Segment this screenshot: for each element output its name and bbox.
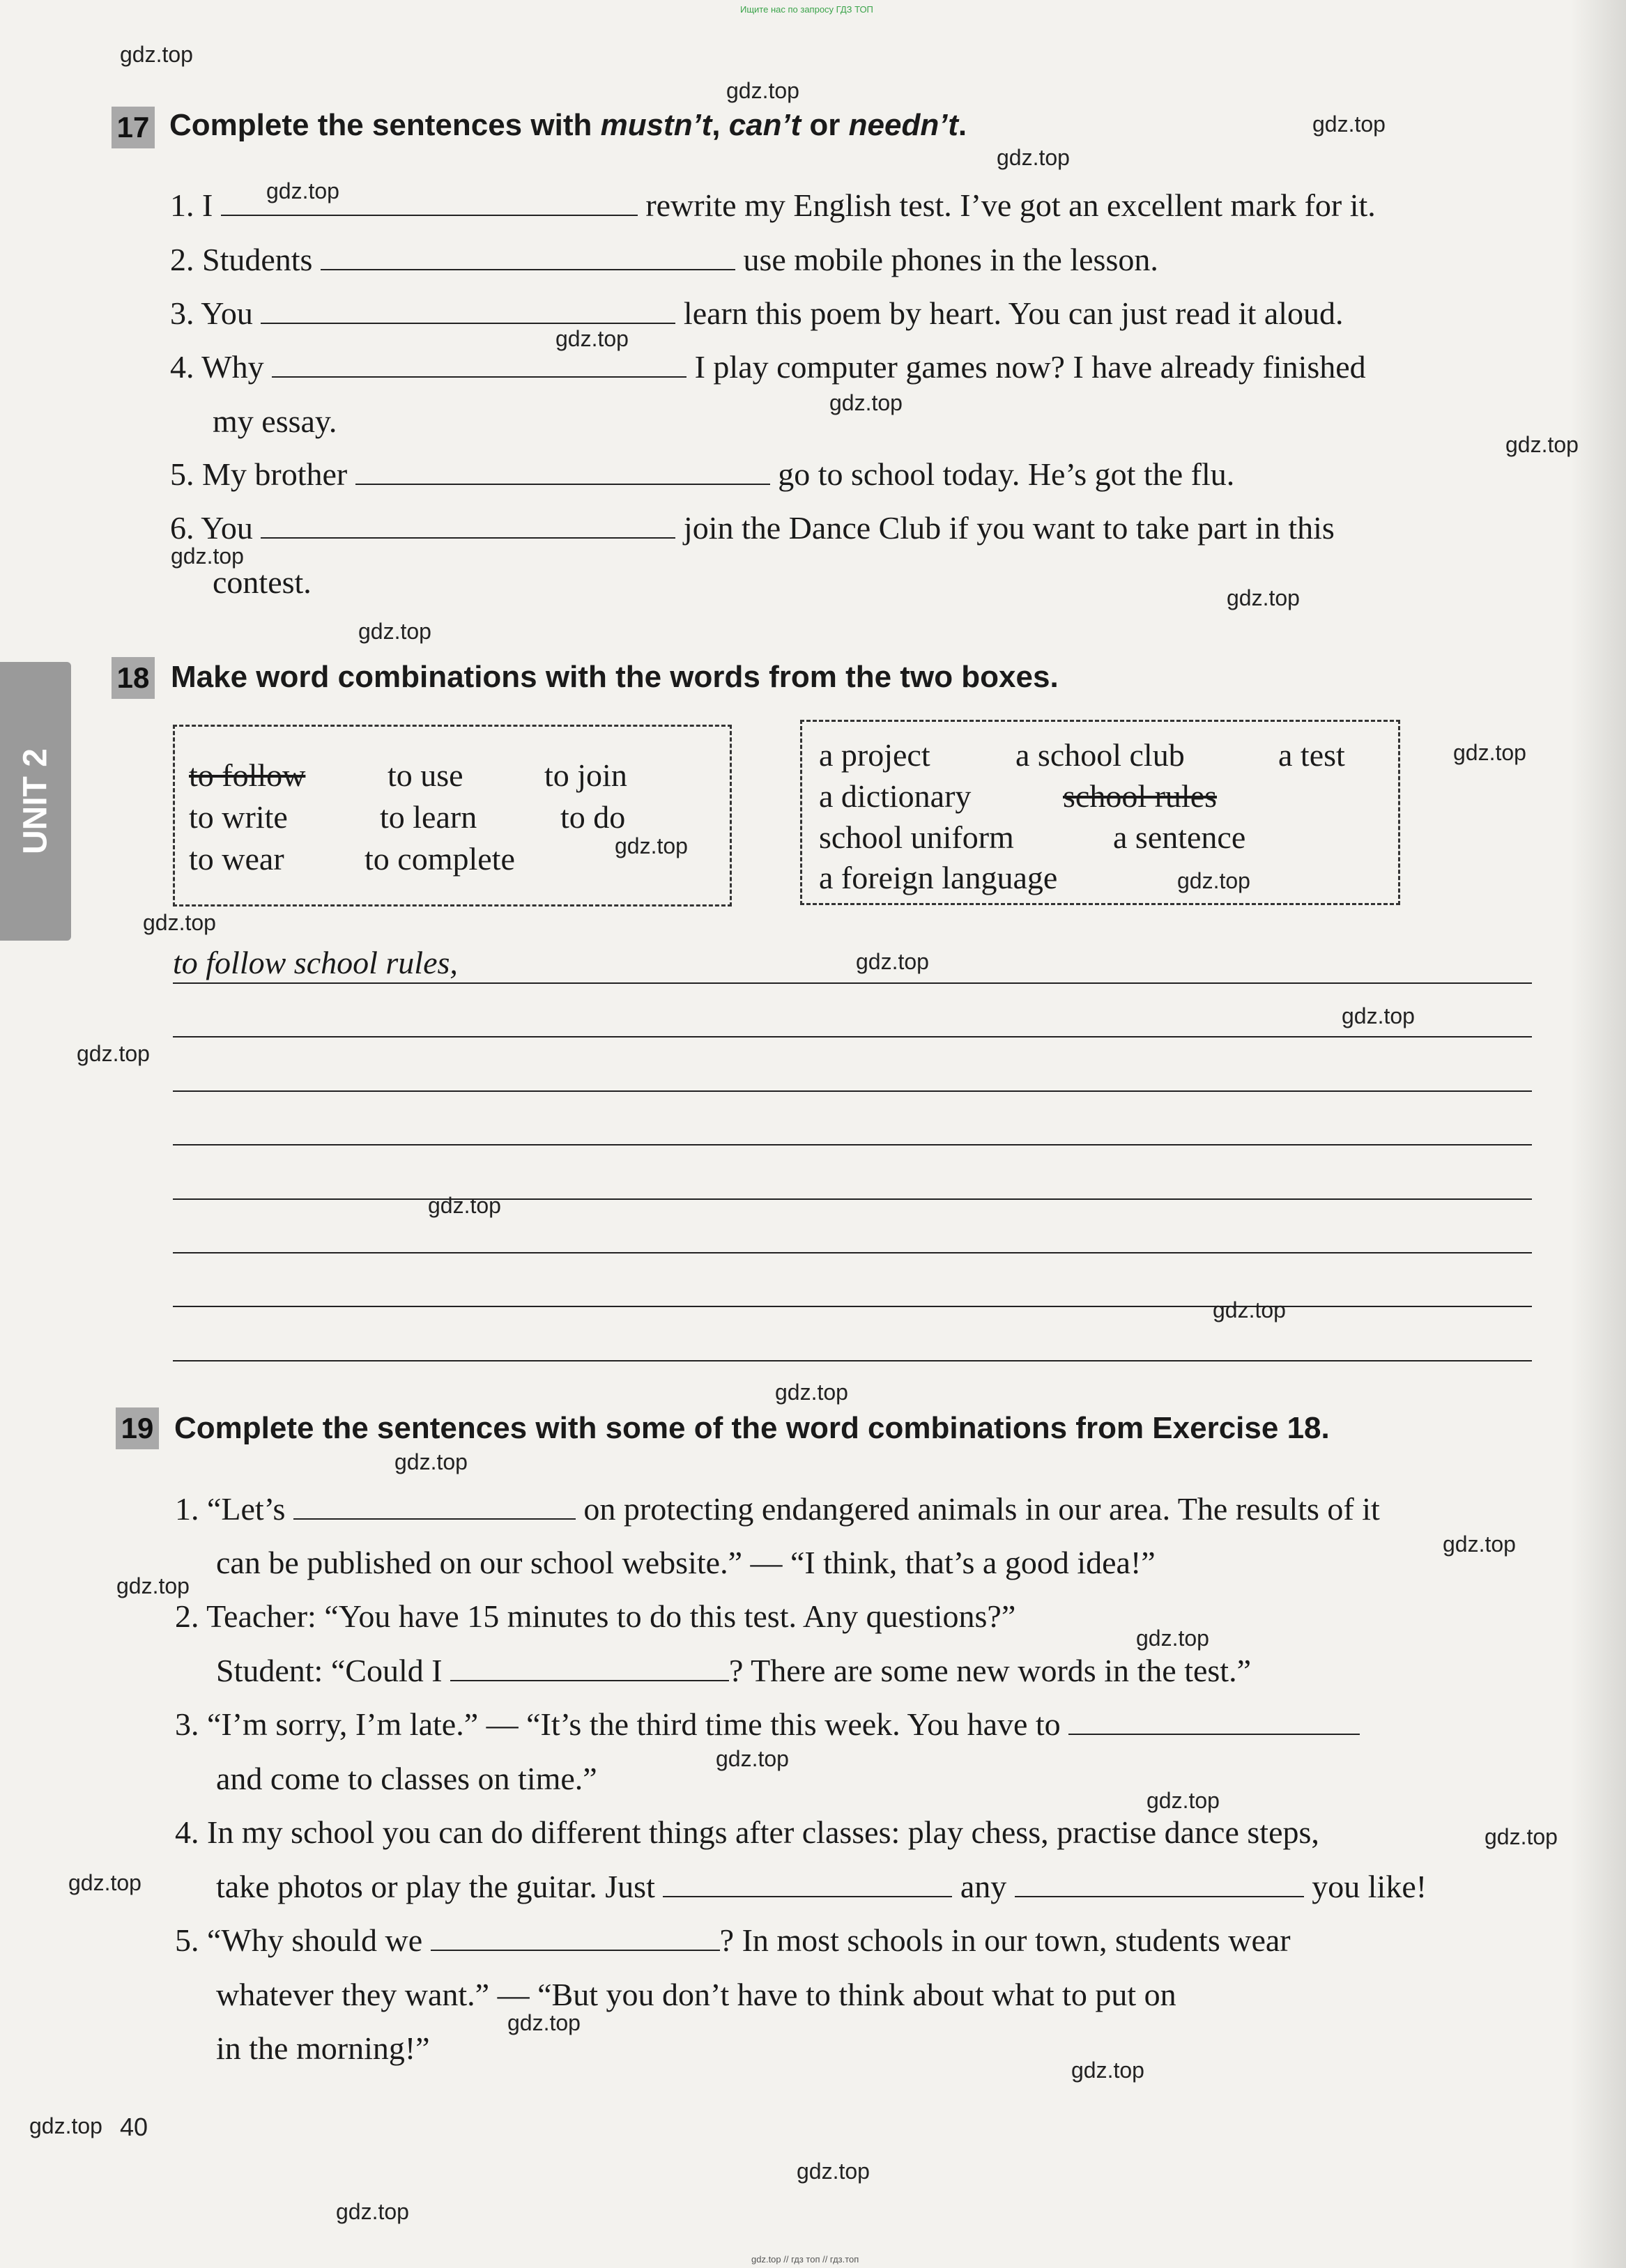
- word-box-verbs: [173, 725, 732, 907]
- watermark: gdz.top: [77, 1041, 150, 1066]
- answer-blank[interactable]: [1015, 1871, 1304, 1897]
- exercise-18-number: 18: [112, 657, 155, 699]
- ex17-item-4-cont: my essay.: [213, 403, 337, 439]
- box2-word: a foreign language: [819, 860, 1058, 895]
- box2-word: school rules: [1063, 778, 1218, 814]
- writing-line[interactable]: [173, 1036, 1532, 1037]
- ex19-item-4: 4. In my school you can do different things after classes: play chess, practise dance steps,: [175, 1814, 1319, 1850]
- ex19-item-1-cont: can be published on our school website.” — “I think, that’s a good idea!”: [216, 1545, 1156, 1580]
- page-number: 40: [120, 2113, 148, 2141]
- watermark: gdz.top: [116, 1573, 190, 1598]
- box1-word: to use: [388, 757, 463, 793]
- answer-blank[interactable]: [431, 1924, 720, 1951]
- watermark: gdz.top: [266, 178, 339, 203]
- answer-blank[interactable]: [1068, 1708, 1360, 1735]
- exercise-18-title: Make word combinations with the words from the two boxes.: [171, 660, 1059, 694]
- ex17-item-6-cont: contest.: [213, 564, 312, 600]
- writing-line[interactable]: [173, 1252, 1532, 1253]
- watermark: gdz.top: [68, 1870, 141, 1895]
- ex17-item-4: 4. Why I play computer games now? I have already finished: [170, 349, 1366, 385]
- watermark: gdz.top: [1213, 1297, 1286, 1322]
- answer-blank[interactable]: [663, 1871, 952, 1897]
- watermark: gdz.top: [829, 390, 903, 415]
- exercise-17-number: 17: [112, 107, 155, 148]
- ex19-item-2: 2. Teacher: “You have 15 minutes to do this test. Any questions?”: [175, 1598, 1016, 1634]
- watermark: gdz.top: [507, 2010, 581, 2035]
- watermark: gdz.top: [1485, 1824, 1558, 1849]
- answer-blank[interactable]: [293, 1493, 576, 1520]
- answer-blank[interactable]: [221, 190, 638, 216]
- word-box-nouns: [800, 720, 1400, 905]
- answer-blank[interactable]: [355, 458, 770, 485]
- watermark: gdz.top: [775, 1380, 848, 1405]
- page-edge-shadow: [1570, 0, 1626, 2268]
- box2-word: a dictionary: [819, 778, 972, 814]
- watermark: gdz.top: [1227, 585, 1300, 610]
- ex17-item-1: 1. I rewrite my English test. I’ve got an excellent mark for it.: [170, 187, 1376, 223]
- box1-word: to complete: [365, 841, 515, 877]
- box1-word: to write: [189, 799, 288, 835]
- ex19-item-5: 5. “Why should we ? In most schools in our town, students wear: [175, 1922, 1291, 1958]
- watermark: gdz.top: [615, 833, 688, 858]
- watermark: gdz.top: [428, 1193, 501, 1218]
- watermark: gdz.top: [1177, 868, 1250, 893]
- box1-word: to join: [544, 757, 627, 793]
- answer-blank[interactable]: [261, 512, 675, 539]
- box2-word: a test: [1278, 737, 1345, 773]
- watermark: gdz.top: [997, 145, 1070, 170]
- watermark: gdz.top: [336, 2199, 409, 2224]
- box2-word: school uniform: [819, 819, 1014, 855]
- writing-line[interactable]: [173, 1144, 1532, 1145]
- ex19-item-3-cont: and come to classes on time.”: [216, 1761, 597, 1796]
- writing-line[interactable]: [173, 1090, 1532, 1092]
- box1-word: to learn: [380, 799, 477, 835]
- box1-word: to follow: [189, 757, 306, 793]
- exercise-19-number: 19: [116, 1407, 159, 1449]
- watermark: gdz.top: [143, 910, 216, 935]
- watermark: gdz.top: [1312, 111, 1386, 137]
- ex17-item-3: 3. You learn this poem by heart. You can just read it aloud.: [170, 295, 1344, 331]
- watermark: gdz.top: [120, 42, 193, 67]
- ex19-item-4-cont: take photos or play the guitar. Just any you like!: [216, 1869, 1427, 1904]
- ex19-item-2-cont: Student: “Could I ? There are some new words in the test.”: [216, 1653, 1251, 1688]
- header-note: Ищите нас по запросу ГДЗ ТОП: [740, 4, 873, 15]
- watermark: gdz.top: [1505, 432, 1579, 457]
- watermark: gdz.top: [1146, 1788, 1220, 1813]
- exercise-19-title: Complete the sentences with some of the word combinations from Exercise 18.: [174, 1411, 1330, 1445]
- answer-blank[interactable]: [261, 298, 675, 324]
- ex19-item-1: 1. “Let’s on protecting endangered animals in our area. The results of it: [175, 1491, 1380, 1527]
- watermark: gdz.top: [171, 543, 244, 569]
- answer-blank[interactable]: [272, 351, 687, 378]
- box1-word: to do: [560, 799, 626, 835]
- watermark: gdz.top: [394, 1449, 468, 1474]
- watermark: gdz.top: [797, 2159, 870, 2184]
- ex19-item-5-cont: whatever they want.” — “But you don’t have to think about what to put on: [216, 1977, 1176, 2012]
- ex19-item-3: 3. “I’m sorry, I’m late.” — “It’s the third time this week. You have to: [175, 1708, 1360, 1741]
- box1-word: to wear: [189, 841, 284, 877]
- ex19-item-5-cont: in the morning!”: [216, 2030, 430, 2066]
- watermark: gdz.top: [1071, 2058, 1144, 2083]
- answer-blank[interactable]: [321, 244, 735, 270]
- watermark: gdz.top: [358, 619, 431, 644]
- ex18-example-answer: to follow school rules,: [173, 945, 458, 980]
- watermark: gdz.top: [1453, 740, 1526, 765]
- watermark: gdz.top: [716, 1746, 789, 1771]
- watermark: gdz.top: [29, 2113, 102, 2138]
- writing-line[interactable]: [173, 1198, 1532, 1200]
- box2-word: a school club: [1015, 737, 1185, 773]
- ex17-item-5: 5. My brother go to school today. He’s got the flu.: [170, 456, 1235, 492]
- unit-tab-label: UNIT 2: [17, 748, 54, 855]
- box2-word: a sentence: [1113, 819, 1246, 855]
- answer-blank[interactable]: [450, 1655, 729, 1681]
- watermark: gdz.top: [1443, 1532, 1516, 1557]
- writing-line[interactable]: [173, 1360, 1532, 1361]
- ex17-item-6: 6. You join the Dance Club if you want to take part in this: [170, 510, 1335, 546]
- watermark: gdz.top: [555, 326, 629, 351]
- writing-line[interactable]: [173, 982, 1532, 984]
- watermark: gdz.top: [726, 78, 799, 103]
- watermark: gdz.top: [1342, 1003, 1415, 1028]
- writing-line[interactable]: [173, 1306, 1532, 1307]
- exercise-17-title: Complete the sentences with mustn’t, can’t or needn’t.: [169, 108, 967, 142]
- watermark: gdz.top: [1136, 1626, 1209, 1651]
- ex17-item-2: 2. Students use mobile phones in the lesson.: [170, 242, 1158, 277]
- footer-note: gdz.top // гдз топ // гдз.топ: [751, 2254, 859, 2265]
- watermark: gdz.top: [856, 949, 929, 974]
- box2-word: a project: [819, 737, 930, 773]
